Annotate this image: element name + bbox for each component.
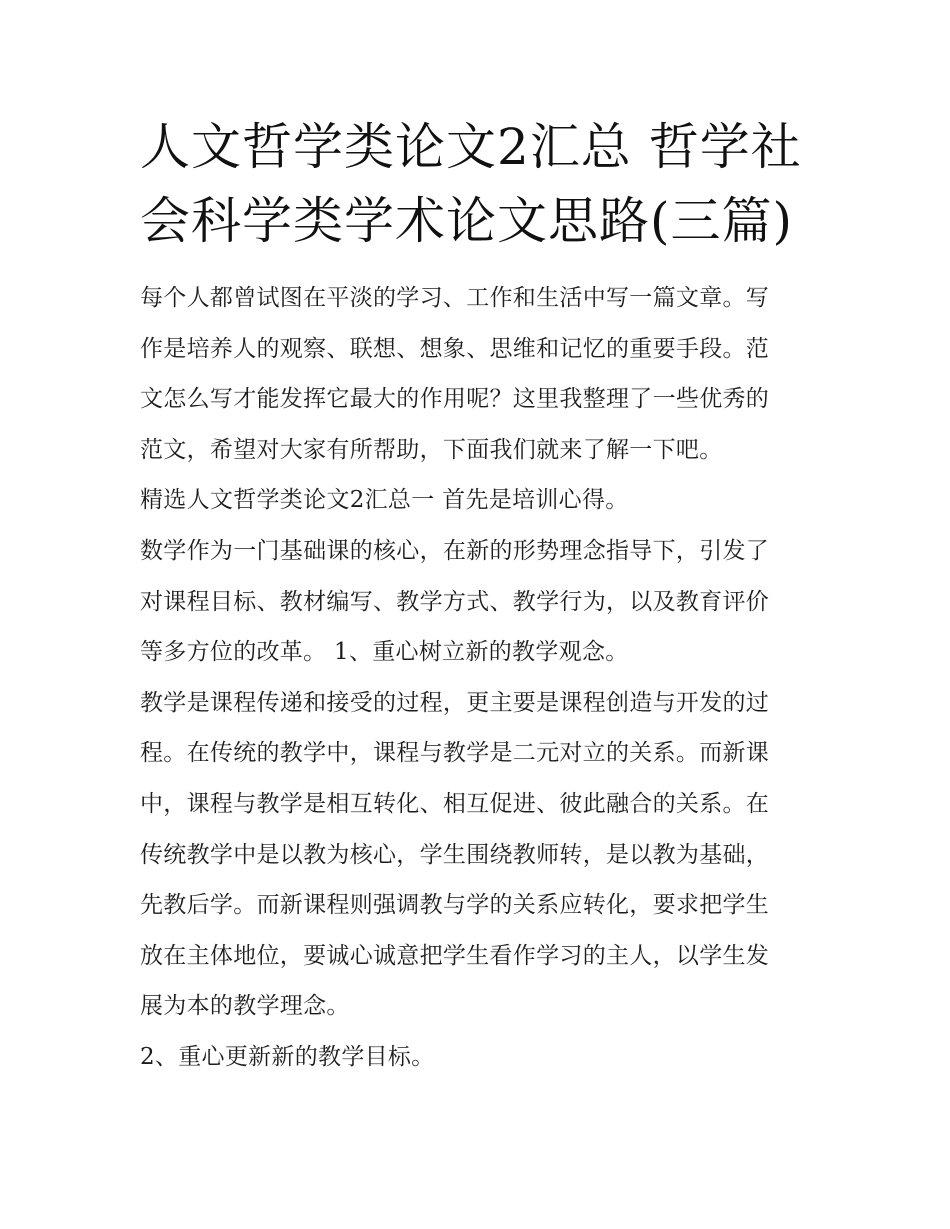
document-body [140,273,830,1083]
body-text-line: 对课程目标、教材编写、教学方式、教学行为，以及教育评价 [140,588,770,615]
body-text-line: 程。在传统的教学中，课程与教学是二元对立的关系。而新课 [140,740,770,767]
document-title [140,110,820,258]
body-text-line: 中，课程与教学是相互转化、相互促进、彼此融合的关系。在 [140,790,770,817]
section-heading-line: 2、重心更新新的教学目标。 [140,1043,435,1070]
body-text-line: 文怎么写才能发挥它最大的作用呢？这里我整理了一些优秀的 [140,386,770,413]
body-text-line: 放在主体地位，要诚心诚意把学生看作学习的主人，以学生发 [140,942,770,969]
section-heading-line: 精选人文哲学类论文2汇总一 首先是培训心得。 [140,487,629,514]
body-text-line: 作是培养人的观察、联想、想象、思维和记忆的重要手段。范 [140,335,770,362]
body-text-line: 范文，希望对大家有所帮助，下面我们就来了解一下吧。 [140,436,723,463]
body-text-line: 等多方位的改革。 1、重心树立新的教学观念。 [140,639,629,666]
body-text-line: 每个人都曾试图在平淡的学习、工作和生活中写一篇文章。写 [140,285,770,311]
body-text-line: 教学是课程传递和接受的过程，更主要是课程创造与开发的过 [140,689,770,716]
title-line: 人文哲学类论文2汇总 哲学社 [140,118,802,176]
body-text-line: 先教后学。而新课程则强调教与学的关系应转化，要求把学生 [140,892,770,919]
body-text-line: 传统教学中是以教为核心，学生围绕教师转，是以教为基础， [140,841,770,868]
title-line: 会科学类学术论文思路(三篇) [140,192,794,250]
body-text-line: 展为本的教学理念。 [140,993,350,1020]
body-text-line: 数学作为一门基础课的核心，在新的形势理念指导下，引发了 [140,537,770,564]
